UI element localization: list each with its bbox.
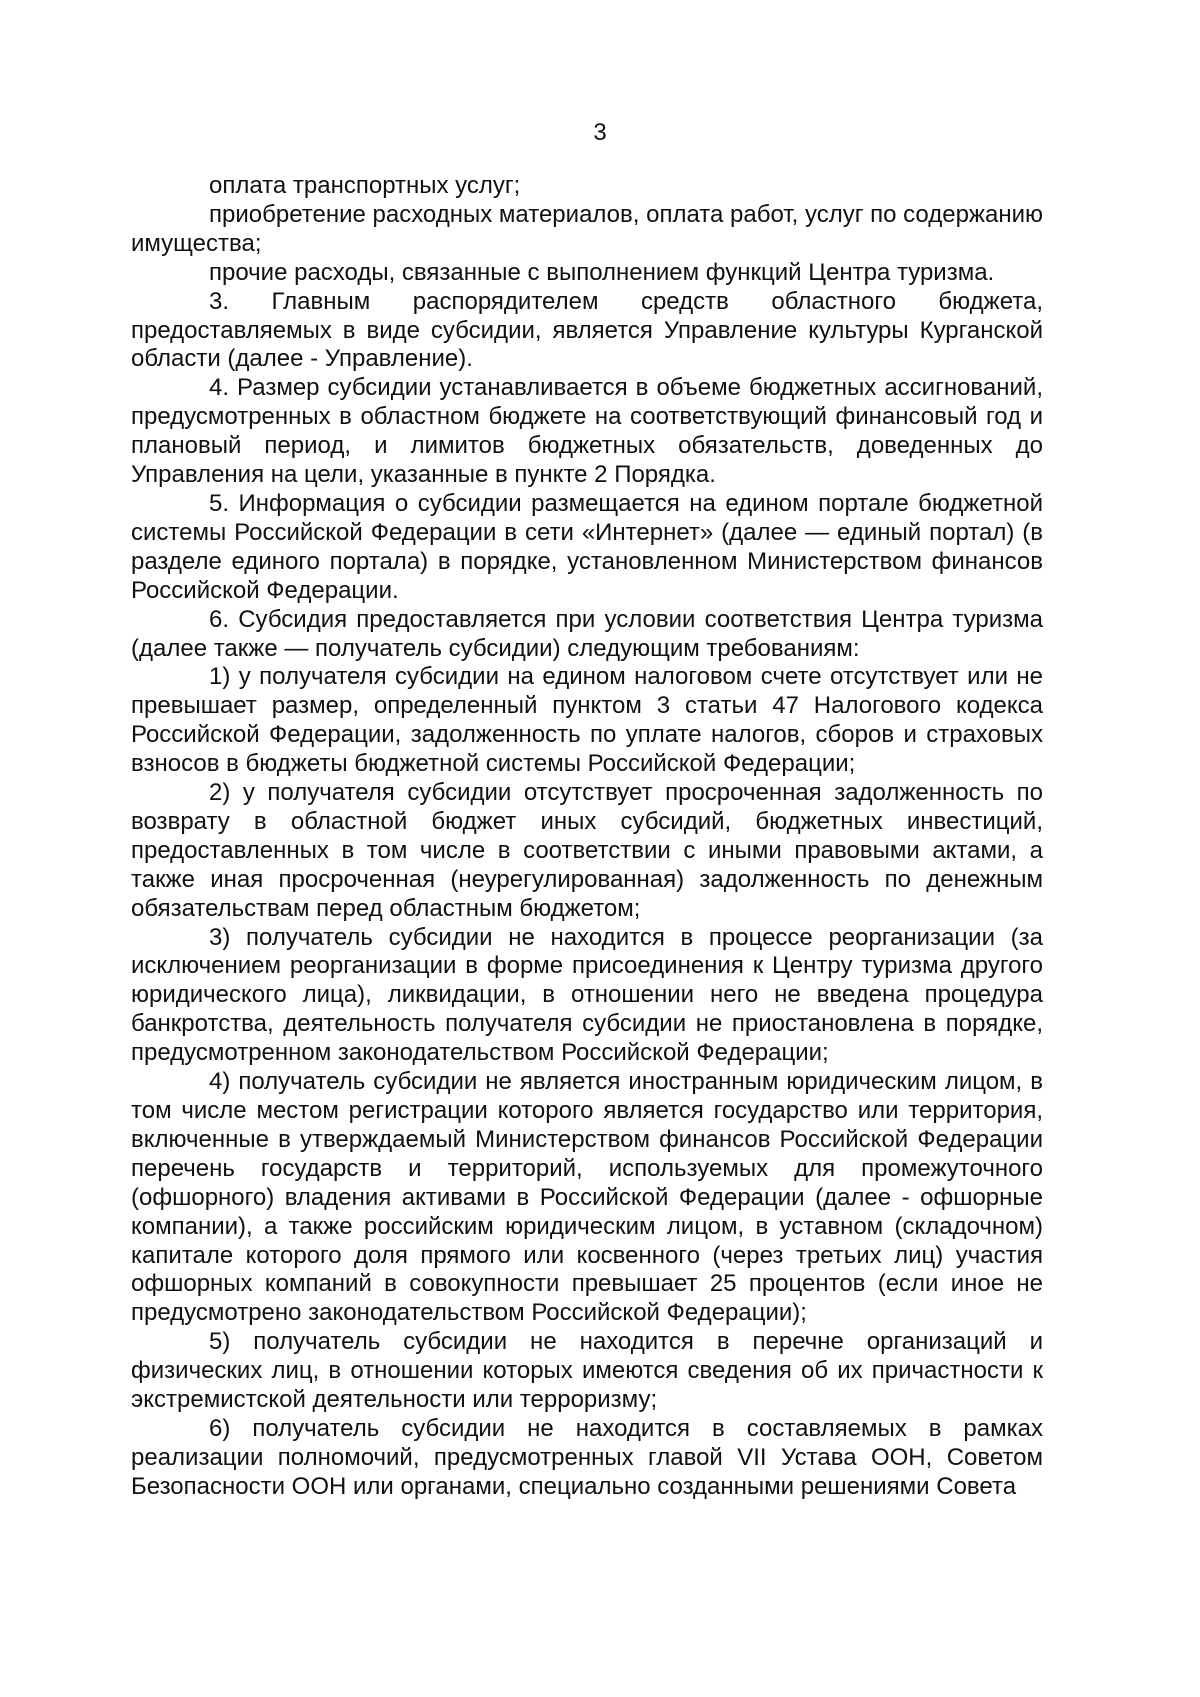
paragraph-transport-services: оплата транспортных услуг; [209,172,521,199]
paragraph-clause-3: 3. Главным распорядителем средств областного бюджета, предоставляемых в виде субсидии, является Управление культуры Курганской области (далее - Управление). [131,287,1043,373]
paragraph-requirement-4: 4) получатель субсидии не является иностранным юридическим лицом, в том числе местом регистрации которого является государство или территория, включенные в утверждаемый Министерством финансов Российской Федерации перечень государств и территорий, используемых для промежуточного (офшорного) владения активами в Российской Федерации (далее - офшорные компании), а также российским юридическим лицом, в уставном (складочном) капитале которого доля прямого или косвенного (через третьих лиц) участия офшорных компаний в совокупности превышает 25 процентов (если иное не предусмотрено законодательством Российской Федерации); [131,1068,1043,1327]
paragraph-requirement-6: 6) получатель субсидии не находится в составляемых в рамках реализации полномочий, предусмотренных главой VII Устава ООН, Советом Безопасности ООН или органами, специально созданными решениями Совета [131,1414,1043,1500]
paragraph-other-expenses: прочие расходы, связанные с выполнением функций Центра туризма. [209,258,995,286]
paragraph-clause-6: 6. Субсидия предоставляется при условии соответствия Центра туризма (далее также — получатель субсидии) следующим требованиям: [131,605,1043,662]
paragraph-clause-4: 4. Размер субсидии устанавливается в объеме бюджетных ассигнований, предусмотренных в областном бюджете на соответствующий финансовый год и плановый период, и лимитов бюджетных обязательств, доведенных до Управления на цели, указанные в пункте 2 Порядка. [131,374,1043,489]
paragraph-requirement-1: 1) у получателя субсидии на едином налоговом счете отсутствует или не превышает размер, определенный пунктом 3 статьи 47 Налогового кодекса Российской Федерации, задолженность по уплате налогов, сборов и страховых взносов в бюджеты бюджетной системы Российской Федерации; [131,663,1043,778]
paragraph-requirement-2: 2) у получателя субсидии отсутствует просроченная задолженность по возврату в областной бюджет иных субсидий, бюджетных инвестиций, предоставленных в том числе в соответствии с иными правовыми актами, а также иная просроченная (неурегулированная) задолженность по денежным обязательствам перед областным бюджетом; [131,779,1043,922]
paragraph-materials-purchase: приобретение расходных материалов, оплата работ, услуг по содержанию имущества; [131,200,1043,257]
document-body [131,172,1043,1502]
paragraph-requirement-3: 3) получатель субсидии не находится в процессе реорганизации (за исключением реорганизации в форме присоединения к Центру туризма другого юридического лица), ликвидации, в отношении него не введена процедура банкротства, деятельность получателя субсидии не приостановлена в порядке, предусмотренном законодательством Российской Федерации; [131,923,1043,1067]
paragraph-clause-5: 5. Информация о субсидии размещается на едином портале бюджетной системы Российской Федерации в сети «Интернет» (далее — единый портал) (в разделе единого портала) в порядке, установленном Министерством финансов Российской Федерации. [131,489,1043,604]
page-number: 3 [593,119,607,146]
paragraph-requirement-5: 5) получатель субсидии не находится в перечне организаций и физических лиц, в отношении которых имеются сведения об их причастности к экстремистской деятельности или терроризму; [131,1328,1043,1414]
